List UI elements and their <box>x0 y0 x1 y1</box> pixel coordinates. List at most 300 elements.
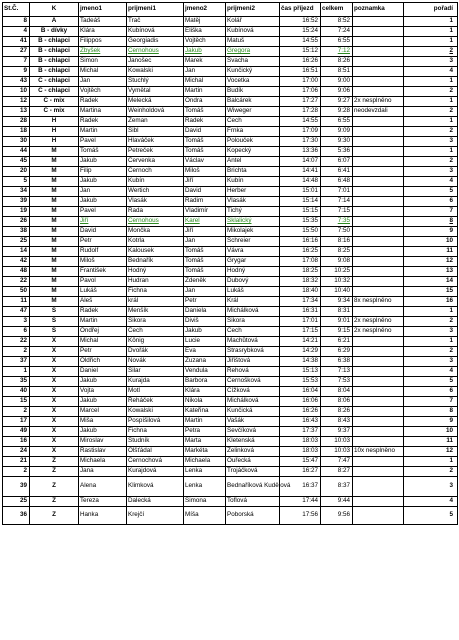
table-cell: Zdeněk <box>184 277 226 287</box>
table-cell <box>353 427 404 437</box>
table-cell: 35 <box>3 377 30 387</box>
table-cell: 17:37 <box>280 427 321 437</box>
table-row <box>3 377 458 387</box>
header-cell: čas příjezd <box>280 3 321 17</box>
table-cell: 1 <box>404 307 458 317</box>
table-cell: S <box>30 307 79 317</box>
table-cell: Miloš <box>184 167 226 177</box>
table-cell: 6:38 <box>321 357 353 367</box>
table-cell: Černochová <box>127 457 184 467</box>
table-row <box>3 97 458 107</box>
table-cell: 37 <box>3 357 30 367</box>
table-cell: 2x nesplněno <box>353 317 404 327</box>
table-cell <box>353 367 404 377</box>
table-cell: Král <box>226 297 280 307</box>
table-cell: 7 <box>404 207 458 217</box>
table-cell: Wertich <box>127 187 184 197</box>
table-row <box>3 477 458 497</box>
table-cell: 7:35 <box>321 217 353 227</box>
table-cell: 6 <box>404 197 458 207</box>
table-cell: 15 <box>3 397 30 407</box>
table-cell: 16 <box>3 437 30 447</box>
table-cell: M <box>30 167 79 177</box>
table-cell: Kubínová <box>127 27 184 37</box>
table-cell: 2 <box>404 107 458 117</box>
table-cell: Martin <box>79 317 127 327</box>
table-cell: 7 <box>3 57 30 67</box>
table-cell: 17:34 <box>280 297 321 307</box>
table-cell: 2 <box>404 87 458 97</box>
table-cell: Radek <box>79 97 127 107</box>
table-cell: 2 <box>404 347 458 357</box>
table-cell: Zelinková <box>226 447 280 457</box>
table-cell: 12 <box>404 257 458 267</box>
table-cell: Pavol <box>79 277 127 287</box>
table-cell <box>353 257 404 267</box>
table-cell: 9 <box>404 417 458 427</box>
table-cell: 1 <box>404 97 458 107</box>
table-cell: 15:35 <box>280 217 321 227</box>
table-cell: 16:16 <box>280 237 321 247</box>
header-cell: prijmeni1 <box>127 3 184 17</box>
table-cell: Tomáš <box>184 137 226 147</box>
table-cell: M <box>30 187 79 197</box>
table-row <box>3 197 458 207</box>
table-cell: Lukáš <box>226 287 280 297</box>
results-table <box>2 2 458 525</box>
table-cell <box>353 167 404 177</box>
table-cell: 15:01 <box>280 187 321 197</box>
table-cell: 4 <box>404 67 458 77</box>
table-cell <box>353 67 404 77</box>
results-body <box>3 17 458 525</box>
table-cell: Kalousek <box>127 247 184 257</box>
table-cell <box>353 77 404 87</box>
table-cell: Ondřej <box>79 327 127 337</box>
table-row <box>3 107 458 117</box>
table-cell: Čech <box>226 117 280 127</box>
table-cell: 10:40 <box>321 287 353 297</box>
table-cell: 15:13 <box>280 367 321 377</box>
table-cell: Bednařík <box>127 257 184 267</box>
table-cell: 15:47 <box>280 457 321 467</box>
table-cell: H <box>30 117 79 127</box>
header-cell: celkem <box>321 3 353 17</box>
table-cell: Šimon <box>79 57 127 67</box>
table-cell: X <box>30 347 79 357</box>
table-cell: 49 <box>3 427 30 437</box>
table-cell: 2 <box>404 47 458 57</box>
table-cell: Tomáš <box>184 247 226 257</box>
table-cell: Nikola <box>184 397 226 407</box>
table-cell: David <box>79 227 127 237</box>
table-cell: 1 <box>404 337 458 347</box>
table-cell: Z <box>30 477 79 497</box>
table-cell <box>353 87 404 97</box>
table-cell: 16:04 <box>280 387 321 397</box>
table-cell: Z <box>30 457 79 467</box>
table-cell: Pavel <box>79 137 127 147</box>
table-cell: 2x nesplněno <box>353 97 404 107</box>
table-cell: Gregora <box>226 47 280 57</box>
table-cell: Mikolajek <box>226 227 280 237</box>
table-cell: Studník <box>127 437 184 447</box>
table-row <box>3 207 458 217</box>
table-cell: 17:08 <box>280 257 321 267</box>
table-cell <box>353 187 404 197</box>
table-cell: M <box>30 297 79 307</box>
table-cell: Martina <box>79 107 127 117</box>
table-cell <box>353 417 404 427</box>
table-cell: Zuzana <box>184 357 226 367</box>
table-cell: 3 <box>404 167 458 177</box>
table-cell: Lenka <box>184 467 226 477</box>
table-cell <box>353 437 404 447</box>
table-cell: 4 <box>404 367 458 377</box>
table-row <box>3 447 458 457</box>
table-cell: 16 <box>404 297 458 307</box>
table-cell: Budík <box>226 87 280 97</box>
table-cell: Hanka <box>79 507 127 525</box>
table-cell: Novák <box>127 357 184 367</box>
table-cell: X <box>30 337 79 347</box>
table-cell: 10:25 <box>321 267 353 277</box>
table-cell: Vlasák <box>226 197 280 207</box>
table-cell: Lenka <box>184 477 226 497</box>
table-cell: 40 <box>3 387 30 397</box>
table-cell <box>353 407 404 417</box>
table-cell: Jan <box>184 287 226 297</box>
table-cell: C - mix <box>30 97 79 107</box>
table-cell: Jakub <box>79 157 127 167</box>
table-cell <box>353 347 404 357</box>
table-cell: 10 <box>404 237 458 247</box>
table-cell: David <box>184 187 226 197</box>
table-cell: Kletenská <box>226 437 280 447</box>
table-cell: 9:09 <box>321 127 353 137</box>
table-cell: Lucie <box>184 337 226 347</box>
table-cell: Petreček <box>127 147 184 157</box>
table-cell: Tereza <box>79 497 127 507</box>
table-cell: Klára <box>79 27 127 37</box>
table-cell: 16:51 <box>280 67 321 77</box>
table-cell: 7:24 <box>321 27 353 37</box>
table-cell: Polouček <box>226 137 280 147</box>
table-cell: Trač <box>127 17 184 27</box>
table-cell: 16:06 <box>280 397 321 407</box>
table-cell: 6:55 <box>321 117 353 127</box>
table-cell <box>353 227 404 237</box>
table-cell: 7:01 <box>321 187 353 197</box>
table-cell: Lukáš <box>79 287 127 297</box>
table-cell: Kolář <box>226 17 280 27</box>
table-cell: Dvořák <box>127 347 184 357</box>
header-cell: St.Č. <box>3 3 30 17</box>
table-cell: Šibl <box>127 127 184 137</box>
table-row <box>3 137 458 147</box>
table-row <box>3 277 458 287</box>
table-cell: Martin <box>184 417 226 427</box>
table-cell: 50 <box>3 287 30 297</box>
table-cell: 6 <box>3 327 30 337</box>
table-cell: Aleš <box>79 297 127 307</box>
table-cell: 1 <box>3 367 30 377</box>
table-cell: 3 <box>404 357 458 367</box>
table-cell <box>353 47 404 57</box>
table-cell: Matuš <box>226 37 280 47</box>
table-cell: 10:03 <box>321 437 353 447</box>
table-row <box>3 147 458 157</box>
table-cell: Tomáš <box>184 267 226 277</box>
table-cell: 5 <box>404 507 458 525</box>
table-cell: František <box>79 267 127 277</box>
table-cell: Kowalski <box>127 407 184 417</box>
table-cell: Matěj <box>184 17 226 27</box>
table-cell: 6:48 <box>321 177 353 187</box>
table-row <box>3 467 458 477</box>
table-cell: 30 <box>3 137 30 147</box>
table-cell: 26 <box>3 217 30 227</box>
table-cell: Grygar <box>226 257 280 267</box>
table-cell: Rastislav <box>79 447 127 457</box>
table-cell: C - mix <box>30 107 79 117</box>
table-cell: Martin <box>79 127 127 137</box>
table-cell: 12 <box>404 447 458 457</box>
table-cell: X <box>30 447 79 457</box>
table-cell: Ševčíková <box>226 427 280 437</box>
table-cell: 9:27 <box>321 97 353 107</box>
table-cell: 18:32 <box>280 277 321 287</box>
table-cell: C - chlapci <box>30 77 79 87</box>
table-cell: Eva <box>184 347 226 357</box>
table-cell: Dalecká <box>127 497 184 507</box>
table-cell <box>353 467 404 477</box>
table-cell: 8:25 <box>321 247 353 257</box>
table-cell: 15 <box>404 287 458 297</box>
table-row <box>3 47 458 57</box>
table-cell: Hlaváček <box>127 137 184 147</box>
table-cell: Sikora <box>226 317 280 327</box>
table-cell: 2x nesplněno <box>353 327 404 337</box>
table-cell: 15:24 <box>280 27 321 37</box>
table-cell: Jakub <box>184 47 226 57</box>
table-row <box>3 397 458 407</box>
table-row <box>3 57 458 67</box>
table-cell: 16:26 <box>280 407 321 417</box>
table-cell: 8:26 <box>321 407 353 417</box>
table-cell: H <box>30 137 79 147</box>
table-cell: 2 <box>3 347 30 357</box>
header-cell: poznamka <box>353 3 404 17</box>
table-cell: Vávra <box>226 247 280 257</box>
table-cell: M <box>30 207 79 217</box>
table-row <box>3 217 458 227</box>
table-cell <box>353 217 404 227</box>
table-cell: Stuchlý <box>127 77 184 87</box>
table-cell: 9:56 <box>321 507 353 525</box>
table-cell: 14 <box>3 247 30 257</box>
table-cell: Weinholdová <box>127 107 184 117</box>
table-cell: Trojáčková <box>226 467 280 477</box>
table-cell: M <box>30 257 79 267</box>
table-cell: 2 <box>404 127 458 137</box>
table-cell <box>353 397 404 407</box>
table-cell: Eliška <box>184 27 226 37</box>
table-cell: 18:40 <box>280 287 321 297</box>
table-row <box>3 507 458 525</box>
table-cell <box>353 57 404 67</box>
table-cell: 8:43 <box>321 417 353 427</box>
table-cell: 8:51 <box>321 67 353 77</box>
table-cell: 5:36 <box>321 147 353 157</box>
table-cell: Jana <box>79 467 127 477</box>
table-cell: Simona <box>184 497 226 507</box>
table-cell: 7:15 <box>321 207 353 217</box>
table-cell: M <box>30 247 79 257</box>
table-row <box>3 297 458 307</box>
table-cell: 11 <box>404 247 458 257</box>
table-cell: Barbora <box>184 377 226 387</box>
table-cell: Janošec <box>127 57 184 67</box>
table-cell: Radek <box>184 117 226 127</box>
table-cell: Kunčická <box>226 407 280 417</box>
table-cell: Kubínová <box>226 27 280 37</box>
table-cell: Poborská <box>226 507 280 525</box>
table-cell: Alena <box>79 477 127 497</box>
table-cell: 3 <box>404 57 458 67</box>
table-cell: Řehová <box>226 367 280 377</box>
table-cell: 9:28 <box>321 107 353 117</box>
table-cell: 9:30 <box>321 137 353 147</box>
table-cell: Pavel <box>79 207 127 217</box>
table-cell: 15:15 <box>280 207 321 217</box>
table-cell: Klára <box>184 387 226 397</box>
table-cell: 16:27 <box>280 467 321 477</box>
table-cell: 14:55 <box>280 117 321 127</box>
table-cell: Diviš <box>184 317 226 327</box>
table-cell: Černoch <box>127 167 184 177</box>
table-cell: B - chlapci <box>30 67 79 77</box>
table-cell: 3 <box>404 137 458 147</box>
table-cell: 4 <box>404 497 458 507</box>
header-cell: jmeno2 <box>184 3 226 17</box>
table-cell: 5 <box>3 177 30 187</box>
table-cell: 1 <box>404 27 458 37</box>
table-cell: 24 <box>3 447 30 457</box>
table-cell: 43 <box>3 77 30 87</box>
table-cell: 22 <box>3 337 30 347</box>
table-cell: 20 <box>3 167 30 177</box>
table-cell: 1 <box>404 77 458 87</box>
table-cell: 9:44 <box>321 497 353 507</box>
table-cell: B - dívky <box>30 27 79 37</box>
table-cell <box>353 207 404 217</box>
table-cell: Sikora <box>127 317 184 327</box>
table-cell: X <box>30 397 79 407</box>
table-cell: král <box>127 297 184 307</box>
table-cell <box>353 127 404 137</box>
table-row <box>3 257 458 267</box>
table-cell: Kunčický <box>226 67 280 77</box>
table-cell: Melecká <box>127 97 184 107</box>
table-cell: 6:55 <box>321 37 353 47</box>
table-cell: Kubín <box>127 177 184 187</box>
table-cell: 28 <box>3 117 30 127</box>
table-cell: 9 <box>3 67 30 77</box>
table-cell: Jiří <box>184 177 226 187</box>
table-cell: S <box>30 317 79 327</box>
table-cell: Tomáš <box>184 107 226 117</box>
table-cell: M <box>30 157 79 167</box>
table-cell: 8:37 <box>321 477 353 497</box>
table-cell: Šilar <box>127 367 184 377</box>
table-cell: Vocetka <box>226 77 280 87</box>
table-cell: 17 <box>3 417 30 427</box>
table-cell: 25 <box>3 497 30 507</box>
table-cell: Balcárek <box>226 97 280 107</box>
table-cell: Vojtěch <box>79 87 127 97</box>
table-cell: 9 <box>404 227 458 237</box>
table-cell: 11 <box>3 297 30 307</box>
table-cell: Jan <box>184 237 226 247</box>
table-cell: 14:55 <box>280 37 321 47</box>
table-cell: Červenka <box>127 157 184 167</box>
table-cell: Hudran <box>127 277 184 287</box>
table-row <box>3 87 458 97</box>
table-cell: X <box>30 407 79 417</box>
table-cell: Jakub <box>79 397 127 407</box>
table-cell: 6:07 <box>321 157 353 167</box>
table-row <box>3 287 458 297</box>
table-cell: 14:07 <box>280 157 321 167</box>
table-row <box>3 177 458 187</box>
table-cell: Jiří <box>79 217 127 227</box>
table-cell: 27 <box>3 47 30 57</box>
table-cell: 7:50 <box>321 227 353 237</box>
header-cell: prijmeni2 <box>226 3 280 17</box>
table-cell: 39 <box>3 477 30 497</box>
table-cell: 6:21 <box>321 337 353 347</box>
table-cell: 13 <box>3 107 30 117</box>
table-cell: 9:34 <box>321 297 353 307</box>
table-cell: 47 <box>3 307 30 317</box>
table-cell: 16:37 <box>280 477 321 497</box>
table-row <box>3 267 458 277</box>
table-cell: Marek <box>184 57 226 67</box>
table-cell: X <box>30 437 79 447</box>
table-cell: Vlasák <box>127 197 184 207</box>
table-cell: Kateřina <box>184 407 226 417</box>
table-cell: Zbyšek <box>79 47 127 57</box>
table-cell: 16:31 <box>280 307 321 317</box>
table-cell: Daniel <box>79 367 127 377</box>
table-cell: 18:03 <box>280 447 321 457</box>
table-cell: 14:29 <box>280 347 321 357</box>
table-cell: Sklalický <box>226 217 280 227</box>
table-cell: X <box>30 427 79 437</box>
table-cell: Rudolf <box>79 247 127 257</box>
table-cell: Jan <box>79 187 127 197</box>
table-cell: Schreier <box>226 237 280 247</box>
table-cell: 10:32 <box>321 277 353 287</box>
table-cell: 17:15 <box>280 327 321 337</box>
table-cell: Daniela <box>184 307 226 317</box>
table-cell: Tomáš <box>184 147 226 157</box>
table-cell: Karel <box>184 217 226 227</box>
table-cell: Antel <box>226 157 280 167</box>
table-row <box>3 317 458 327</box>
table-cell: 7:12 <box>321 47 353 57</box>
